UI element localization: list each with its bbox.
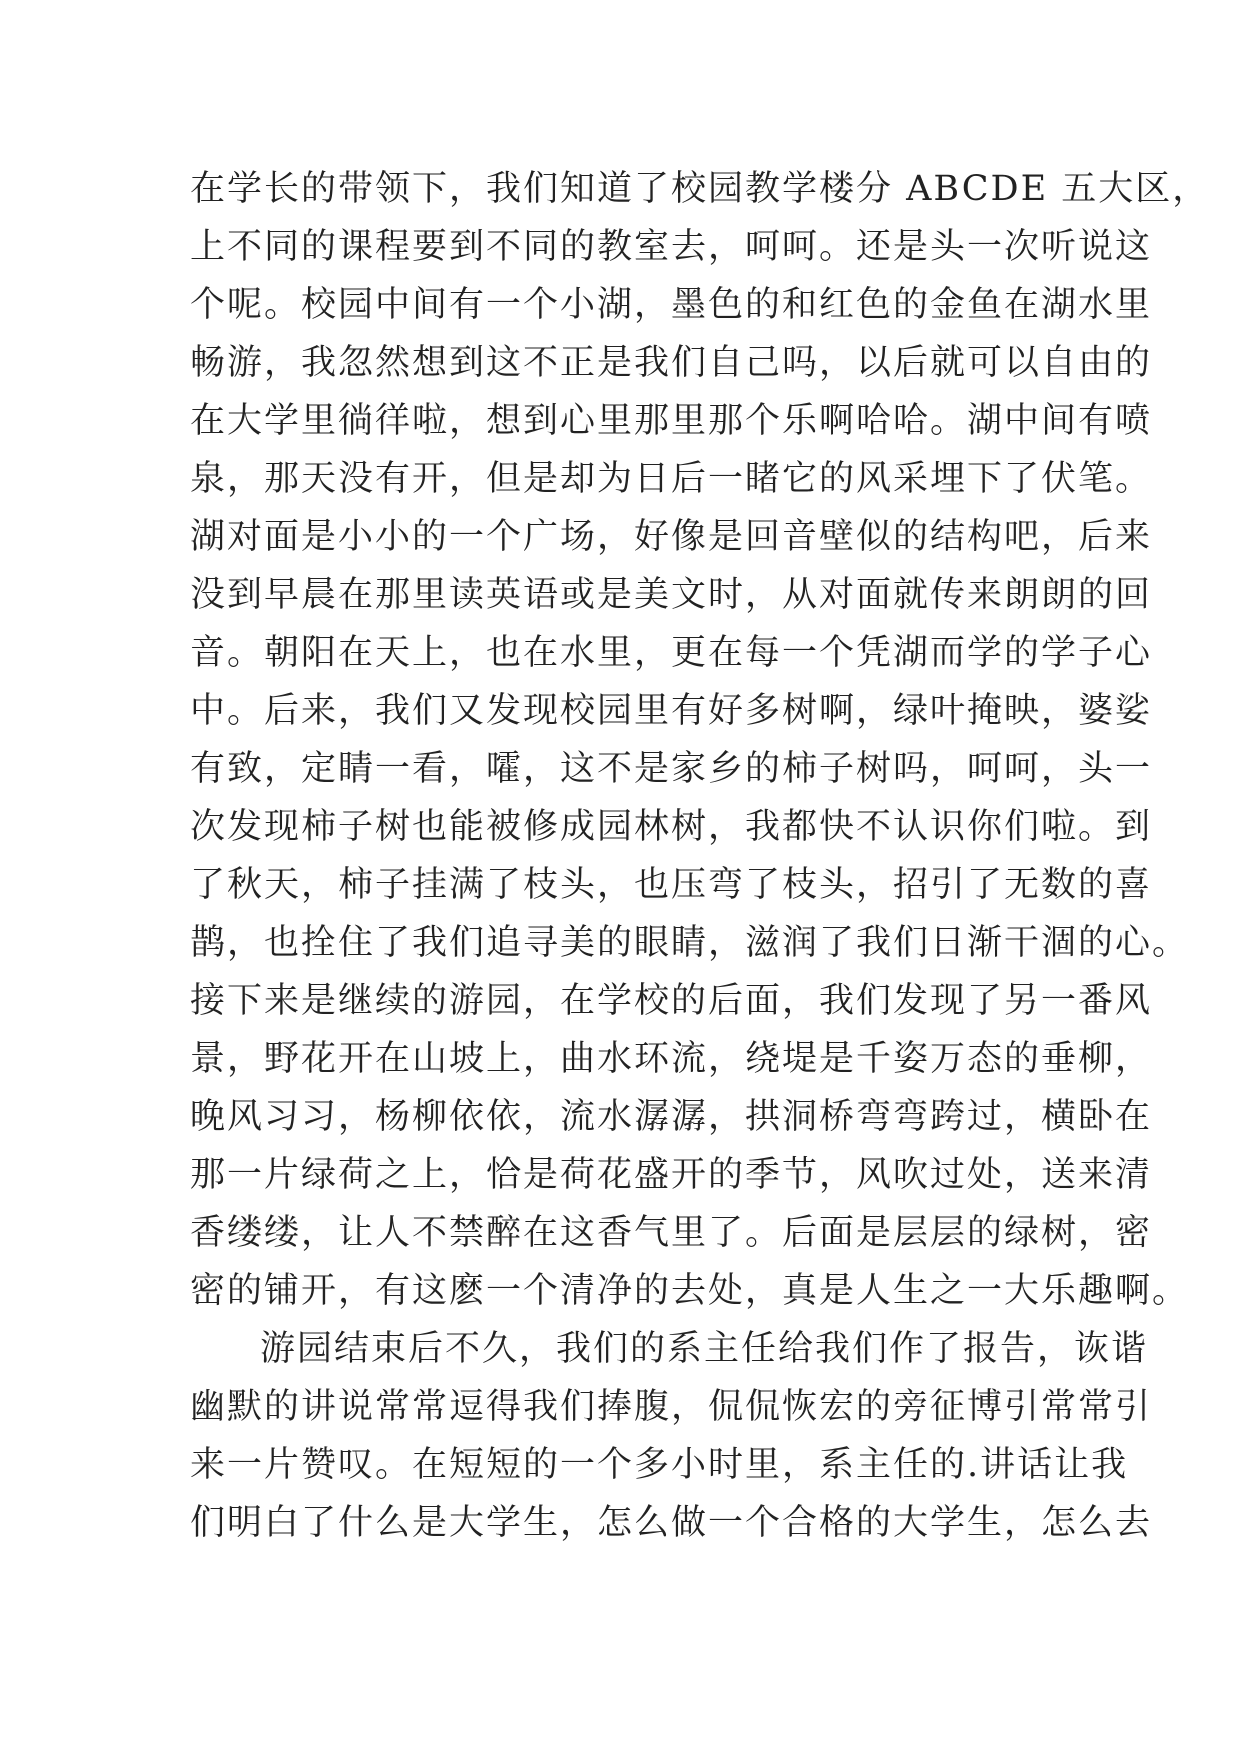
paragraph-1 bbox=[190, 160, 1210, 1320]
text-line: 香缕缕，让人不禁醉在这香气里了。后面是层层的绿树，密 bbox=[190, 1213, 1153, 1253]
paragraph-2 bbox=[190, 1320, 1153, 1552]
text-line: 个呢。校园中间有一个小湖，墨色的和红色的金鱼在湖水里 bbox=[190, 285, 1153, 325]
text-line: 音。朝阳在天上，也在水里，更在每一个凭湖而学的学子心 bbox=[190, 633, 1153, 673]
text-line: 来一片赞叹。在短短的一个多小时里，系主任的.讲话让我 bbox=[190, 1445, 1129, 1485]
text-line: 幽默的讲说常常逗得我们捧腹，侃侃恢宏的旁征博引常常引 bbox=[190, 1387, 1153, 1427]
text-line: 泉，那天没有开，但是却为日后一睹它的风采埋下了伏笔。 bbox=[190, 459, 1153, 499]
body-text bbox=[190, 160, 1210, 1552]
text-line: 景，野花开在山坡上，曲水环流，绕堤是千姿万态的垂柳， bbox=[190, 1039, 1153, 1079]
text-line: 密的铺开，有这麽一个清净的去处，真是人生之一大乐趣啊。 bbox=[190, 1271, 1190, 1311]
text-line: 在大学里徜徉啦，想到心里那里那个乐啊哈哈。湖中间有喷 bbox=[190, 401, 1153, 441]
text-line: 游园结束后不久，我们的系主任给我们作了报告，诙谐 bbox=[260, 1329, 1149, 1369]
text-line: 次发现柿子树也能被修成园林树，我都快不认识你们啦。到 bbox=[190, 807, 1153, 847]
text-line: 没到早晨在那里读英语或是美文时，从对面就传来朗朗的回 bbox=[190, 575, 1153, 615]
text-line: 们明白了什么是大学生，怎么做一个合格的大学生，怎么去 bbox=[190, 1503, 1153, 1543]
text-line: 在学长的带领下，我们知道了校园教学楼分 ABCDE 五大区， bbox=[190, 169, 1210, 209]
text-line: 接下来是继续的游园，在学校的后面，我们发现了另一番风 bbox=[190, 981, 1153, 1021]
text-line: 了秋天，柿子挂满了枝头，也压弯了枝头，招引了无数的喜 bbox=[190, 865, 1153, 905]
text-line: 那一片绿荷之上，恰是荷花盛开的季节，风吹过处，送来清 bbox=[190, 1155, 1153, 1195]
text-line: 鹊，也拴住了我们追寻美的眼睛，滋润了我们日渐干涸的心。 bbox=[190, 923, 1190, 963]
text-line: 中。后来，我们又发现校园里有好多树啊，绿叶掩映，婆娑 bbox=[190, 691, 1153, 731]
text-line: 晚风习习，杨柳依依，流水潺潺，拱洞桥弯弯跨过，横卧在 bbox=[190, 1097, 1153, 1137]
text-line: 畅游，我忽然想到这不正是我们自己吗，以后就可以自由的 bbox=[190, 343, 1153, 383]
text-line: 湖对面是小小的一个广场，好像是回音壁似的结构吧，后来 bbox=[190, 517, 1153, 557]
text-line: 有致，定睛一看，嚯，这不是家乡的柿子树吗，呵呵，头一 bbox=[190, 749, 1153, 789]
text-line: 上不同的课程要到不同的教室去，呵呵。还是头一次听说这 bbox=[190, 227, 1153, 267]
